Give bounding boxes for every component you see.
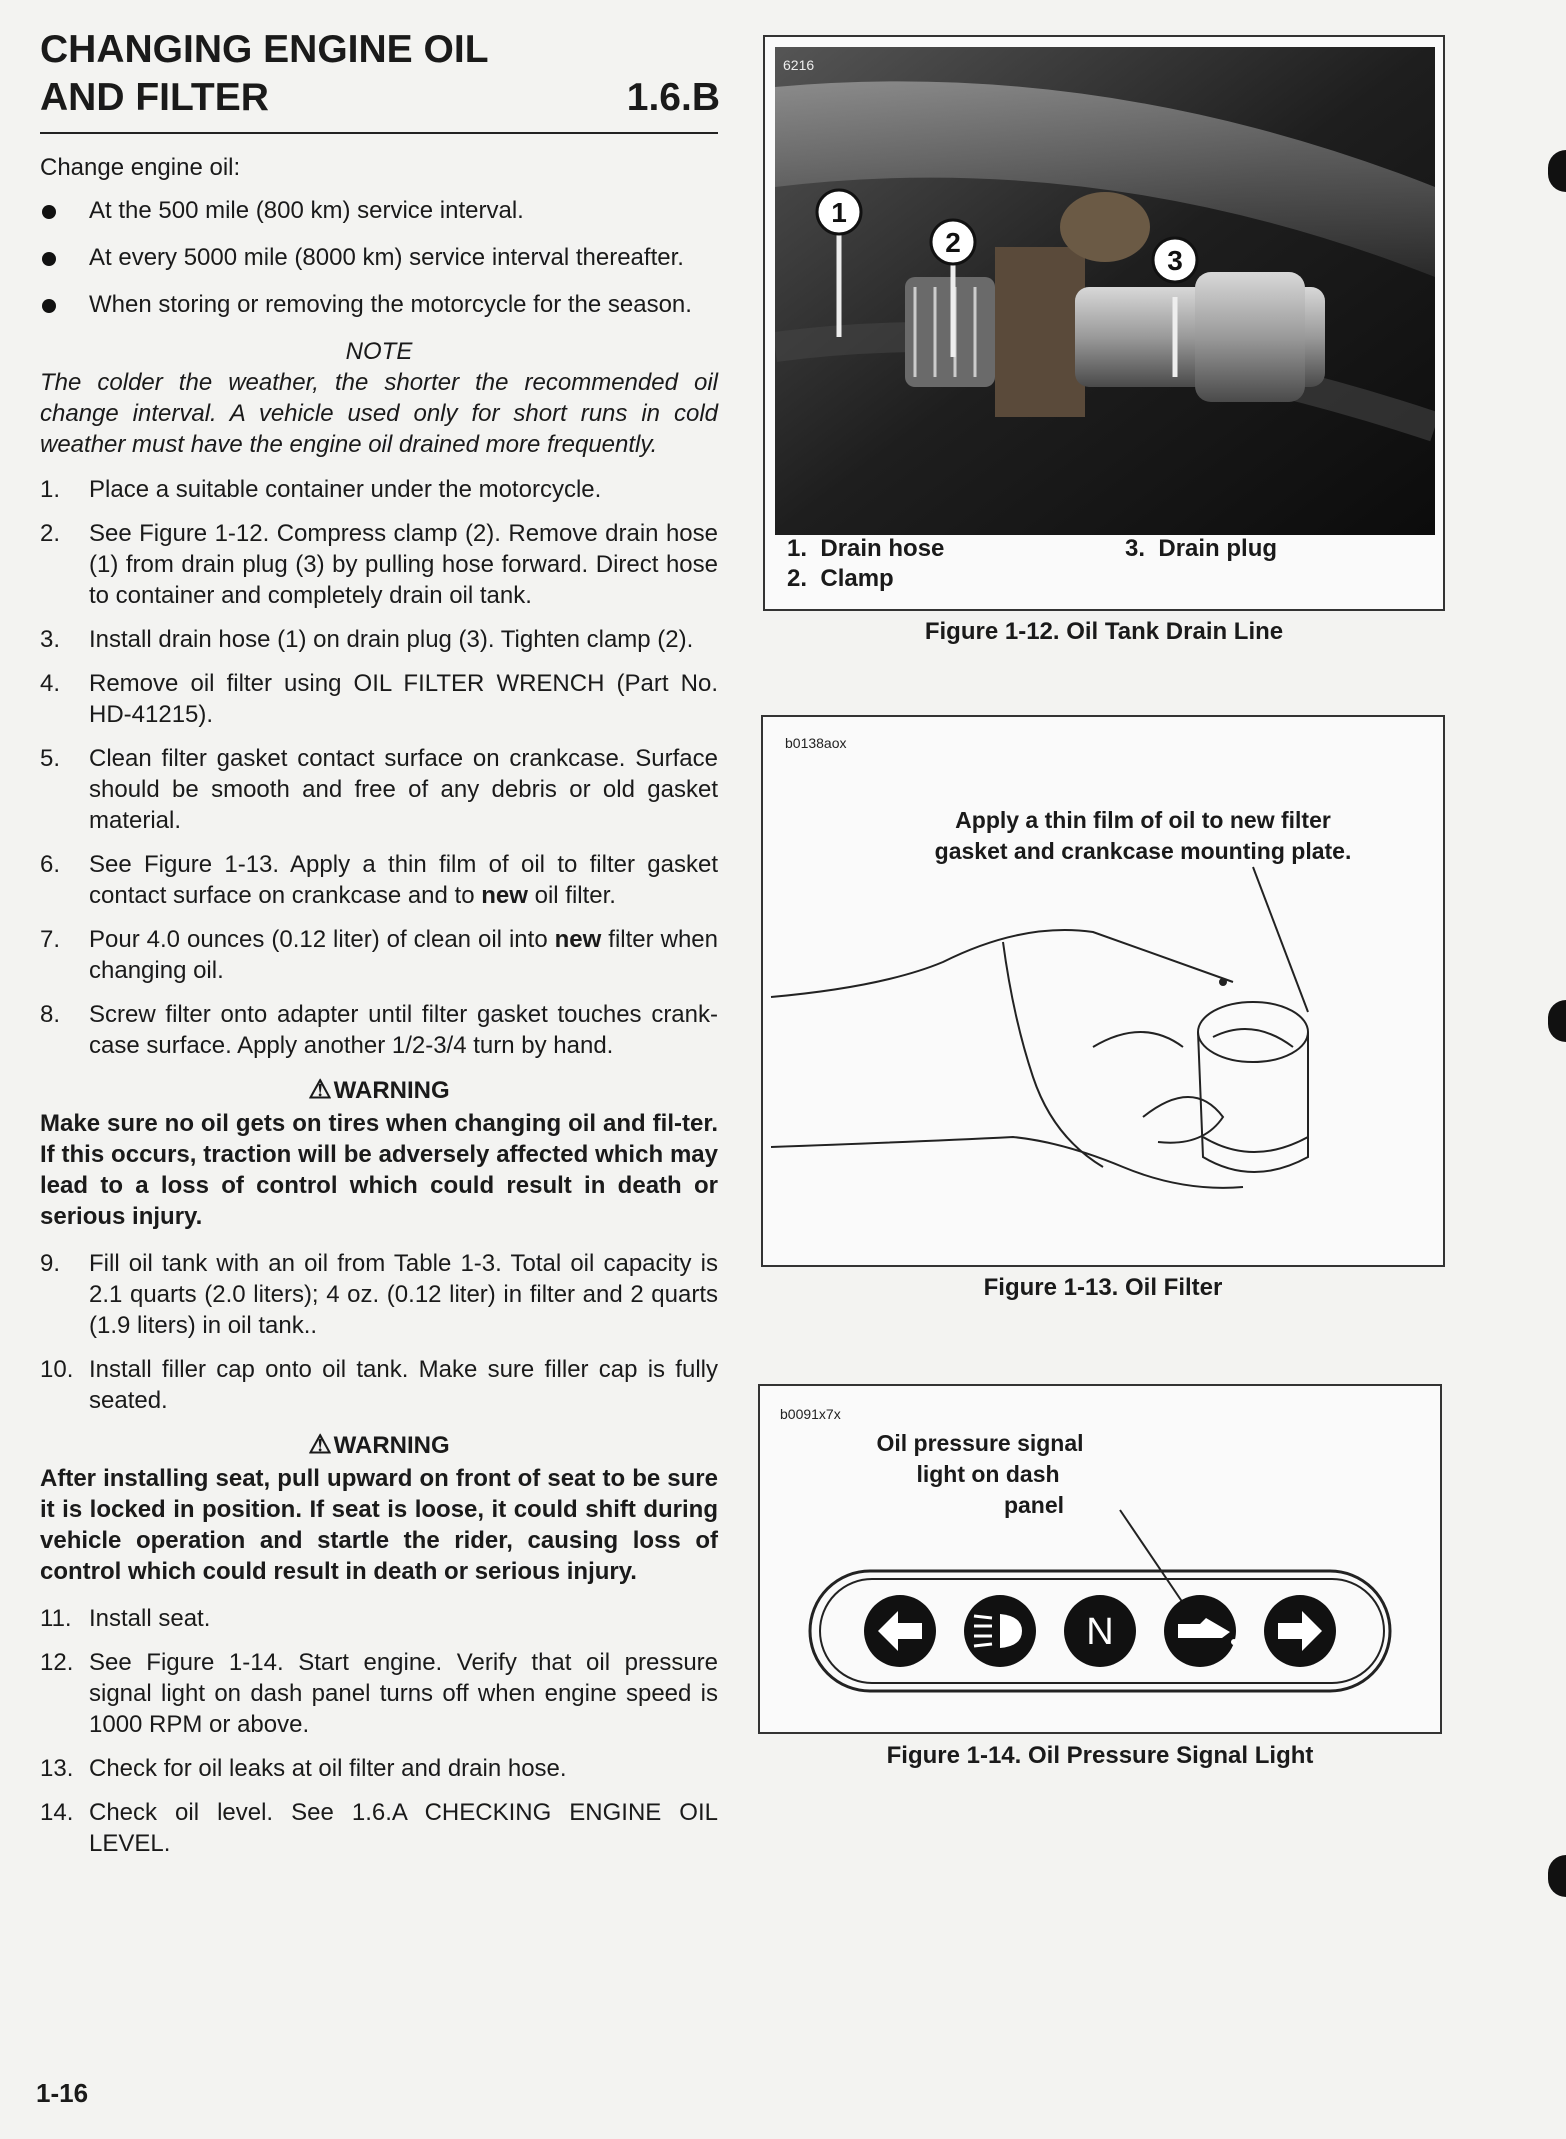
warning-triangle-icon: ⚠ xyxy=(308,1429,332,1459)
figure-caption: Figure 1-14. Oil Pressure Signal Light xyxy=(886,1742,1314,1769)
figure-oil-filter xyxy=(761,715,1445,1267)
legend-item: 2. Clamp xyxy=(787,565,894,592)
figure-oil-tank-drain-line xyxy=(763,35,1445,611)
page-title xyxy=(40,26,720,122)
title-line-1: CHANGING ENGINE OIL xyxy=(40,28,489,71)
svg-text:1: 1 xyxy=(831,197,847,228)
figure-caption: Figure 1-13. Oil Filter xyxy=(983,1274,1223,1301)
bullet-item: At every 5000 mile (8000 km) service interval thereafter. xyxy=(40,242,718,273)
callout-1-icon xyxy=(817,190,861,234)
step-item: 12. See Figure 1-14. Start engine. Verify that oil pressure signal light on dash panel turns off when engine speed is 1000 RPM or above. xyxy=(40,1649,718,1738)
legend-item: 3. Drain plug xyxy=(1125,535,1278,562)
legend-item: 1. Drain hose xyxy=(787,535,945,562)
high-beam-icon xyxy=(964,1595,1036,1667)
step-item: 10. Install filler cap onto oil tank. Make sure filler cap is fully seated. xyxy=(40,1356,718,1414)
step-item: 5. Clean filter gasket contact surface on crankcase. Surface should be smooth and free of any debris or old gasket material. xyxy=(40,745,718,834)
right-turn-arrow-icon xyxy=(1264,1595,1336,1667)
title-line-2: AND FILTER xyxy=(40,76,269,119)
warning-heading: ⚠WARNING xyxy=(308,1074,450,1104)
svg-text:N: N xyxy=(1086,1611,1114,1653)
bullet-item: When storing or removing the motorcycle for the season. xyxy=(40,289,718,320)
figure-oil-pressure-signal-light xyxy=(758,1384,1442,1734)
step-item: 14. Check oil level. See 1.6.A CHECKING ENGINE OIL LEVEL. xyxy=(40,1799,718,1857)
warning-text: After installing seat, pull upward on front of seat to be sure it is locked in position. If seat is loose, it could shift during vehicle operation and startle the rider, causing loss of control which could result in death or serious injury. xyxy=(40,1465,718,1585)
warning-heading: ⚠WARNING xyxy=(308,1429,450,1459)
step-item: 2. See Figure 1-12. Compress clamp (2). Remove drain hose (1) from drain plug (3) by pulling hose forward. Direct hose to container and completely drain oil tank. xyxy=(40,520,718,609)
warning-text: Make sure no oil gets on tires when changing oil and fil-ter. If this occurs, traction will be adversely affected which may lead to a loss of control which could result in death or serious injury. xyxy=(40,1110,718,1230)
hand-filter-illustration xyxy=(763,717,1447,1269)
steps-list-a xyxy=(40,474,718,1061)
warning-triangle-icon: ⚠ xyxy=(308,1074,332,1104)
figure-callout: Oil pressure signal light on dash panel xyxy=(876,1430,1084,1518)
drain-line-photo xyxy=(775,47,1435,535)
neutral-icon xyxy=(1064,1595,1136,1667)
note-text: The colder the weather, the shorter the recommended oil change interval. A vehicle used only for short runs in cold weather must have the engine oil drained more frequently. xyxy=(40,369,718,458)
oil-can-icon xyxy=(1164,1595,1237,1667)
callout-2-icon xyxy=(931,220,975,264)
svg-text:2: 2 xyxy=(945,227,961,258)
procedure-column xyxy=(40,152,718,1872)
figure-id: 6216 xyxy=(783,57,815,73)
intro-text: Change engine oil: xyxy=(40,154,241,181)
step-item: 6. See Figure 1-13. Apply a thin film of oil to filter gasket contact surface on crankcase and to new oil filter. xyxy=(40,851,718,909)
step-item: 7. Pour 4.0 ounces (0.12 liter) of clean oil into new filter when changing oil. xyxy=(40,926,718,984)
steps-list-c xyxy=(40,1603,718,1859)
step-item: 13. Check for oil leaks at oil filter and drain hose. xyxy=(40,1755,567,1782)
figure-id: b0091x7x xyxy=(780,1406,841,1422)
left-turn-arrow-icon xyxy=(864,1595,936,1667)
step-item: 8. Screw filter onto adapter until filter gasket touches crank-case surface. Apply another 1/2-3/4 turn by hand. xyxy=(40,1001,718,1059)
step-item: 11. Install seat. xyxy=(40,1605,211,1632)
note-heading: NOTE xyxy=(345,338,413,365)
step-item: 4. Remove oil filter using OIL FILTER WRENCH (Part No. HD-41215). xyxy=(40,670,718,728)
title-divider xyxy=(40,132,718,134)
step-item: 3. Install drain hose (1) on drain plug (3). Tighten clamp (2). xyxy=(40,626,694,653)
section-number: 1.6.B xyxy=(626,76,720,119)
figure-callout: Apply a thin film of oil to new filter gasket and crankcase mounting plate. xyxy=(934,807,1352,864)
step-item: 9. Fill oil tank with an oil from Table 1-3. Total oil capacity is 2.1 quarts (2.0 liters); 4 oz. (0.12 liter) in filter and 2 quarts (1.9 liters) in oil tank.. xyxy=(40,1250,718,1339)
figure-caption: Figure 1-12. Oil Tank Drain Line xyxy=(924,618,1284,645)
page-number: 1-16 xyxy=(36,2078,89,2108)
bullet-item: At the 500 mile (800 km) service interval. xyxy=(40,195,718,226)
figure-id: b0138aox xyxy=(785,735,847,751)
step-item: 1. Place a suitable container under the motorcycle. xyxy=(40,476,602,503)
binder-hole-mark xyxy=(1548,150,1566,192)
svg-text:3: 3 xyxy=(1167,245,1183,276)
steps-list-b xyxy=(40,1248,718,1416)
callout-3-icon xyxy=(1153,238,1197,282)
service-interval-list xyxy=(40,195,718,320)
binder-hole-mark xyxy=(1548,1855,1566,1897)
binder-hole-mark xyxy=(1548,1000,1566,1042)
